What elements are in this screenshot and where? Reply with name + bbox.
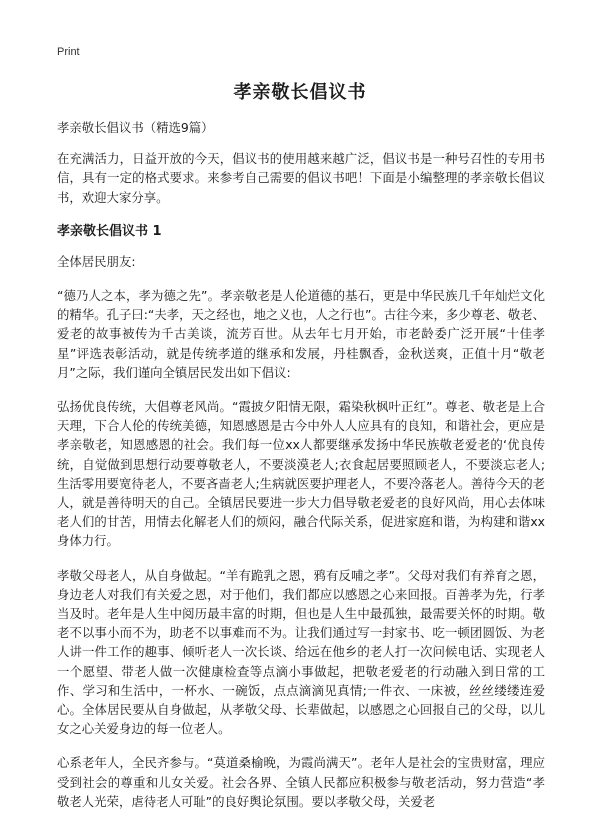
- section-heading: 孝亲敬长倡议书 1: [57, 223, 162, 239]
- document-title: 孝亲敬长倡议书: [233, 82, 367, 103]
- body-paragraph: 孝敬父母老人，从自身做起。“羊有跪乳之恩，鸦有反哺之孝”。父母对我们有养育之恩，身边老人对我们有关爱之恩，对于他们，我们都应以感恩之心来回报。百善孝为先，行孝当及时。老年是人生中阅历最丰富的时期，但也是人生中最孤独，最需要关怀的时期。敬老不以事小而不为，助老不以事难而不为。让我们通过写一封家书、吃一顿团圆饭、为老人讲一件工作的趣事、倾听老人一次长谈、给远在他乡的老人打一次问候电话、实现老人一个愿望、带老人做一次健康检查等点滴小事做起，把敬老爱老的行动融入到日常的工作、学习和生活中，一杯水、一碗饭，点点滴滴见真情;一件衣、一床被，丝丝缕缕连爱心。全体居民要从自身做起，从孝敬父母、长辈做起，以感恩之心回报自己的父母，以儿女之心关爱身边的每一位老人。: [57, 567, 545, 737]
- body-paragraph: “德乃人之本，孝为德之先”。孝亲敬老是人伦道德的基石，更是中华民族几千年灿烂文化的精华。孔子曰:“夫孝，天之经也，地之义也，人之行也”。古往今来，多少尊老、敬老、爱老的故事被传为千古美谈，流芳百世。从去年七月开始，市老龄委广泛开展“十佳孝星”评选表彰活动，就是传统孝道的继承和发展，丹桂飘香，金秋送爽，正值十月“敬老月”之际，我们谨向全镇居民发出如下倡议:: [57, 288, 545, 380]
- document-subtitle: 孝亲敬长倡议书（精选9篇）: [57, 120, 214, 135]
- salutation: 全体居民朋友:: [57, 253, 136, 269]
- body-paragraph: 弘扬优良传统，大倡尊老风尚。“霞披夕阳情无限，霜染秋枫叶正红”。尊老、敬老是上合天理，下合人伦的传统美德，知恩感恩是古今中外人人应具有的良知，和谐社会，更应是孝亲敬老，知恩感恩的社会。我们每一位xx人都要继承发扬中华民族敬老爱老的‘优良传统，自觉做到思想行动要尊敬老人，不要淡漠老人;衣食起居要照顾老人，不要淡忘老人;生活零用要宽待老人，不要吝啬老人;生病就医要护理老人，不要冷落老人。善待今天的老人，就是善待明天的自己。全镇居民要进一步大力倡导敬老爱老的良好风尚，用心去体味老人们的甘苦，用情去化解老人们的烦闷，融合代际关系，促进家庭和谐，为构建和谐xx身体力行。: [57, 399, 545, 549]
- document-body: [57, 118, 545, 826]
- intro-paragraph: 在充满活力，日益开放的今天，倡议书的使用越来越广泛，倡议书是一种号召性的专用书信，具有一定的格式要求。来参考自己需要的倡议书吧！下面是小编整理的孝亲敬长倡议书，欢迎大家分享。: [57, 151, 545, 205]
- print-link[interactable]: Print: [57, 46, 80, 58]
- body-paragraph: 心系老年人，全民齐参与。“莫道桑榆晚，为霞尚满天”。老年人是社会的宝贵财富，理应受到社会的尊重和儿女关爱。社会各界、全镇人民都应积极参与敬老活动，努力营造“孝敬老人光荣，虐待老人可耻”的良好舆论氛围。要以孝敬父母，关爱老: [57, 755, 545, 809]
